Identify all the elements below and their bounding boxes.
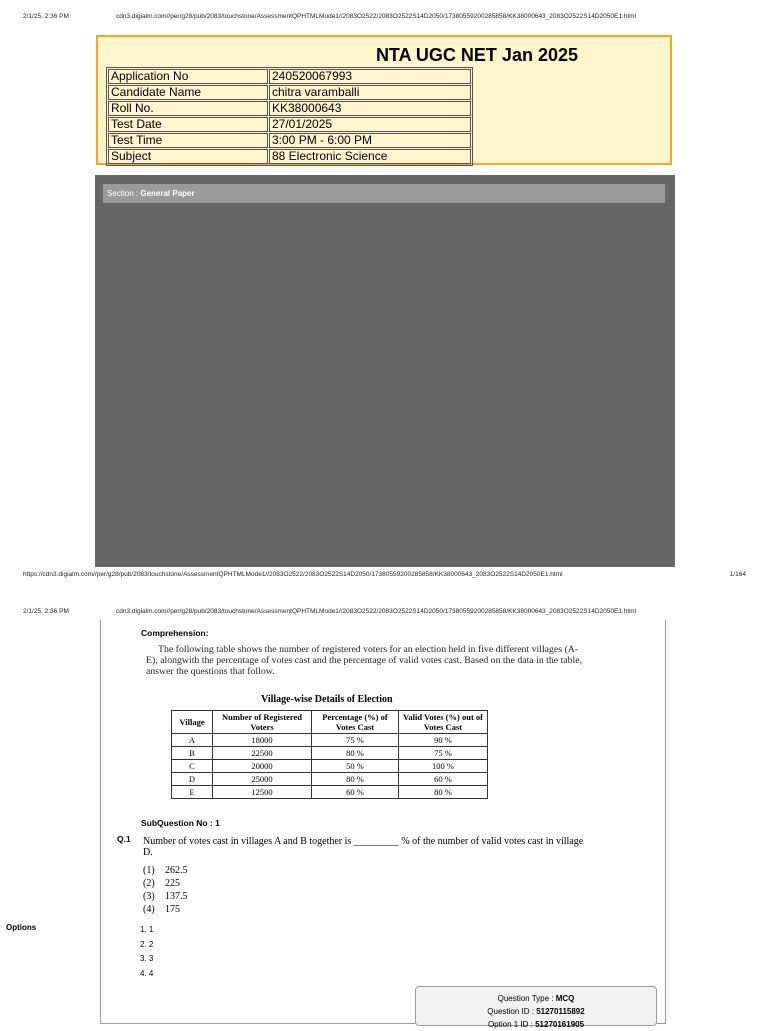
- section-panel: [95, 175, 675, 567]
- table-cell: C: [172, 760, 213, 773]
- table-cell: A: [172, 734, 213, 747]
- choice-item: [143, 890, 188, 903]
- comprehension-label: Comprehension:: [141, 628, 209, 638]
- column-header: Village: [172, 711, 213, 734]
- choice-num: (4): [143, 904, 155, 915]
- choice-text: 137.5: [165, 891, 188, 902]
- table-row: [172, 747, 488, 760]
- option-item: 3. 3: [140, 954, 154, 963]
- choice-item: [143, 903, 188, 916]
- column-header: Valid Votes (%) out of Votes Cast: [399, 711, 488, 734]
- table-cell: 90 %: [399, 734, 488, 747]
- info-label: Candidate Name: [108, 85, 268, 100]
- question-id-label: Question ID :: [487, 1007, 537, 1016]
- table-cell: B: [172, 747, 213, 760]
- option-item: 1. 1: [140, 925, 154, 934]
- question-type-label: Question Type :: [497, 994, 556, 1003]
- table-cell: E: [172, 786, 213, 799]
- table-title: Village-wise Details of Election: [261, 694, 393, 705]
- info-label: Application No: [108, 69, 268, 84]
- info-label: Test Time: [108, 133, 268, 148]
- choice-text: 175: [165, 904, 180, 915]
- page1-footer-url: https://cdn3.digialm.com//per/g28/pub/2083/touchstone/AssessmentQPHTMLMode1//2083O2522/2083O2522S14D2050/17380559200285858/KK38000643_2083O2522S14D2050E1.html: [23, 571, 563, 578]
- option1-id: [416, 1018, 656, 1031]
- question-type: [416, 992, 656, 1005]
- options-label: Options: [6, 923, 37, 932]
- choice-item: [143, 864, 188, 877]
- choice-num: (1): [143, 865, 155, 876]
- subquestion-number: SubQuestion No : 1: [141, 818, 220, 828]
- page1-page-number: 1/164: [729, 571, 746, 578]
- table-cell: 60 %: [399, 773, 488, 786]
- table-cell: 25000: [213, 773, 312, 786]
- choice-num: (2): [143, 878, 155, 889]
- choice-text: 225: [165, 878, 180, 889]
- section-bar: [103, 184, 665, 203]
- info-label: Test Date: [108, 117, 268, 132]
- info-value: 27/01/2025: [269, 117, 471, 132]
- candidate-info-table: [106, 67, 473, 166]
- table-row: [172, 734, 488, 747]
- section-prefix: Section :: [107, 189, 141, 198]
- choice-num: (3): [143, 891, 155, 902]
- question-type-value: MCQ: [555, 994, 575, 1003]
- table-cell: 50 %: [312, 760, 399, 773]
- question-info-box: [415, 986, 657, 1029]
- table-cell: 80 %: [399, 786, 488, 799]
- info-label: Subject: [108, 149, 268, 164]
- table-row: [108, 69, 471, 84]
- page2-header-date: 2/1/25, 2:36 PM: [23, 608, 69, 615]
- table-cell: 75 %: [312, 734, 399, 747]
- table-cell: D: [172, 773, 213, 786]
- table-row: [172, 773, 488, 786]
- table-cell: 22500: [213, 747, 312, 760]
- question-id: [416, 1005, 656, 1018]
- table-cell: 20000: [213, 760, 312, 773]
- info-value: 240520067993: [269, 69, 471, 84]
- village-votes-table: [171, 710, 488, 799]
- option-item: 4. 4: [140, 968, 154, 978]
- candidate-info-box: [96, 35, 672, 165]
- table-row: [172, 760, 488, 773]
- info-value: KK38000643: [269, 101, 471, 116]
- table-row: [108, 149, 471, 164]
- table-cell: 18000: [213, 734, 312, 747]
- table-cell: 80 %: [312, 747, 399, 760]
- choice-item: [143, 877, 188, 890]
- exam-title: NTA UGC NET Jan 2025: [375, 45, 578, 65]
- column-header: Percentage (%) of Votes Cast: [312, 711, 399, 734]
- option-item: 2. 2: [140, 939, 154, 949]
- table-row: [108, 101, 471, 116]
- option1-id-value: 51270161905: [535, 1020, 585, 1029]
- table-header-row: [172, 711, 488, 734]
- question-text: Number of votes cast in villages A and B together is _________ % of the number of valid votes cast in village D.: [143, 836, 584, 858]
- info-value: chitra varamballi: [269, 85, 471, 100]
- options-list: [140, 923, 153, 981]
- question-number: Q.1: [117, 834, 131, 844]
- info-value: 3:00 PM - 6:00 PM: [269, 133, 471, 148]
- table-cell: 75 %: [399, 747, 488, 760]
- table-row: [108, 133, 471, 148]
- question-card: [100, 620, 666, 1024]
- table-cell: 100 %: [399, 760, 488, 773]
- page1-header-url: cdn3.digialm.com//per/g28/pub/2083/touchstone/AssessmentQPHTMLMode1//2083O2522/2083O2522S14D2050/17380559200285858/KK38000643_2083O2522S14D2050E1.html: [116, 13, 637, 20]
- column-header: Number of Registered Voters: [213, 711, 312, 734]
- table-cell: 12500: [213, 786, 312, 799]
- section-name: General Paper: [140, 189, 195, 198]
- table-row: [108, 85, 471, 100]
- table-cell: 80 %: [312, 773, 399, 786]
- option1-id-label: Option 1 ID :: [487, 1020, 536, 1029]
- page2-header-url: cdn3.digialm.com//per/g28/pub/2083/touchstone/AssessmentQPHTMLMode1//2083O2522/2083O2522S14D2050/17380559200285858/KK38000643_2083O2522S14D2050E1.html: [116, 608, 637, 615]
- choice-text: 262.5: [165, 865, 188, 876]
- answer-choices: [143, 864, 188, 916]
- info-value: 88 Electronic Science: [269, 149, 471, 164]
- info-label: Roll No.: [108, 101, 268, 116]
- page1-header-date: 2/1/25, 2:36 PM: [23, 13, 69, 20]
- comprehension-paragraph: The following table shows the number of registered voters for an election held in five different villages (A-E), alongwith the percentage of votes cast and the percentage of valid votes cast. Based on the data in the table, answer the questions that follow.: [146, 644, 583, 677]
- table-cell: 60 %: [312, 786, 399, 799]
- table-row: [172, 786, 488, 799]
- table-row: [108, 117, 471, 132]
- question-id-value: 51270115892: [536, 1007, 585, 1016]
